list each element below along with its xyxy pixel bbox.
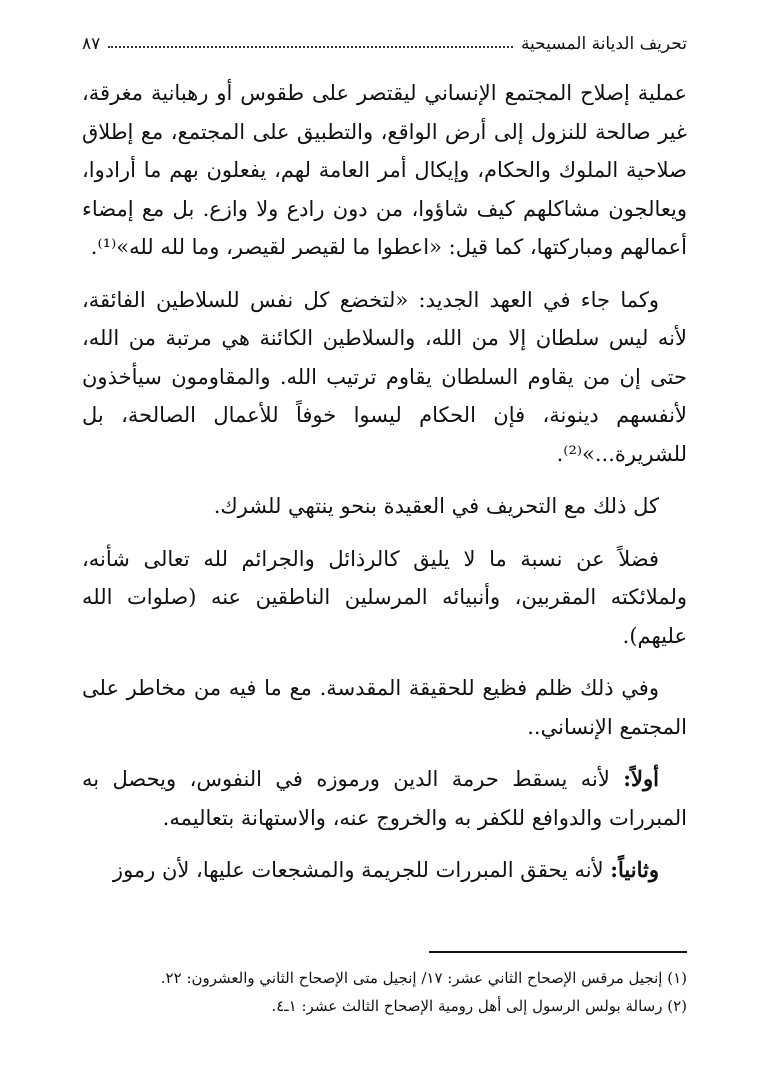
- paragraph-injustice: [82, 669, 687, 746]
- paragraph-doctrine: [82, 487, 687, 526]
- paragraph-new-testament-quote: [82, 281, 687, 474]
- chapter-title: تحريف الديانة المسيحية: [520, 34, 687, 54]
- header-dot-leader: [108, 46, 513, 48]
- paragraph-lead: أولاً:: [623, 766, 659, 791]
- paragraph-second-point: [82, 851, 687, 890]
- running-header: [82, 28, 687, 54]
- paragraph-text: لأنه يحقق المبررات للجريمة والمشجعات عليها، لأن رموز: [112, 858, 611, 882]
- paragraph-first-point: [82, 760, 687, 837]
- main-text: [82, 74, 687, 904]
- paragraph-continuation: [82, 74, 687, 267]
- footnote-separator: [429, 951, 687, 953]
- paragraph-text: وفي ذلك ظلم فظيع للحقيقة المقدسة. مع ما فيه من مخاطر على المجتمع الإنساني..: [82, 676, 687, 739]
- footnotes: [82, 964, 687, 1020]
- paragraph-text: كل ذلك مع التحريف في العقيدة بنحو ينتهي للشرك.: [213, 494, 659, 518]
- footnote-item: (١) إنجيل مرقس الإصحاح الثاني عشر: ١٧/ إنجيل متى الإصحاح الثاني والعشرون: ٢٢.: [160, 969, 687, 987]
- paragraph-text: عملية إصلاح المجتمع الإنساني ليقتصر على طقوس أو رهبانية مغرقة، غير صالحة للنزول إلى أرض الواقع، والتطبيق على المجتمع، مع إطلاق صلاحية الملوك والحكام، وإيكال أمر العامة لهم، يفعلون بهم ما أرادوا، ويعالجون مشاكلهم كيف شاؤوا، من دون رادع ولا وازع. بل مع إمضاء أعمالهم ومباركتها، كما قيل: «اعطوا ما لقيصر لقيصر، وما لله لله»⁽¹⁾.: [82, 81, 687, 259]
- paragraph-attribution: [82, 540, 687, 656]
- paragraph-text: فضلاً عن نسبة ما لا يليق كالرذائل والجرائم لله تعالى شأنه، ولملائكته المقربين، وأنبيائه المرسلين الناطقين عنه (صلوات الله عليهم).: [82, 546, 687, 648]
- paragraph-lead: وثانياً:: [610, 857, 659, 882]
- paragraph-text: وكما جاء في العهد الجديد: «لتخضع كل نفس للسلاطين الفائقة، لأنه ليس سلطان إلا من الله، والسلاطين الكائنة هي مرتبة من الله، حتى إن من يقاوم السلطان يقاوم ترتيب الله. والمقاومون سيأخذون لأنفسهم دينونة، فإن الحكام ليسوا خوفاً للأعمال الصالحة، بل للشريرة...»⁽²⁾.: [82, 287, 687, 466]
- paragraph-text: لأنه يسقط حرمة الدين ورموزه في النفوس، ويحصل به المبررات والدوافع للكفر به والخروج عنه، والاستهانة بتعاليمه.: [82, 767, 687, 830]
- footnote-item: (٢) رسالة بولس الرسول إلى أهل رومية الإصحاح الثالث عشر: ١ـ٤.: [271, 997, 687, 1015]
- page-number: ٨٧: [82, 34, 101, 54]
